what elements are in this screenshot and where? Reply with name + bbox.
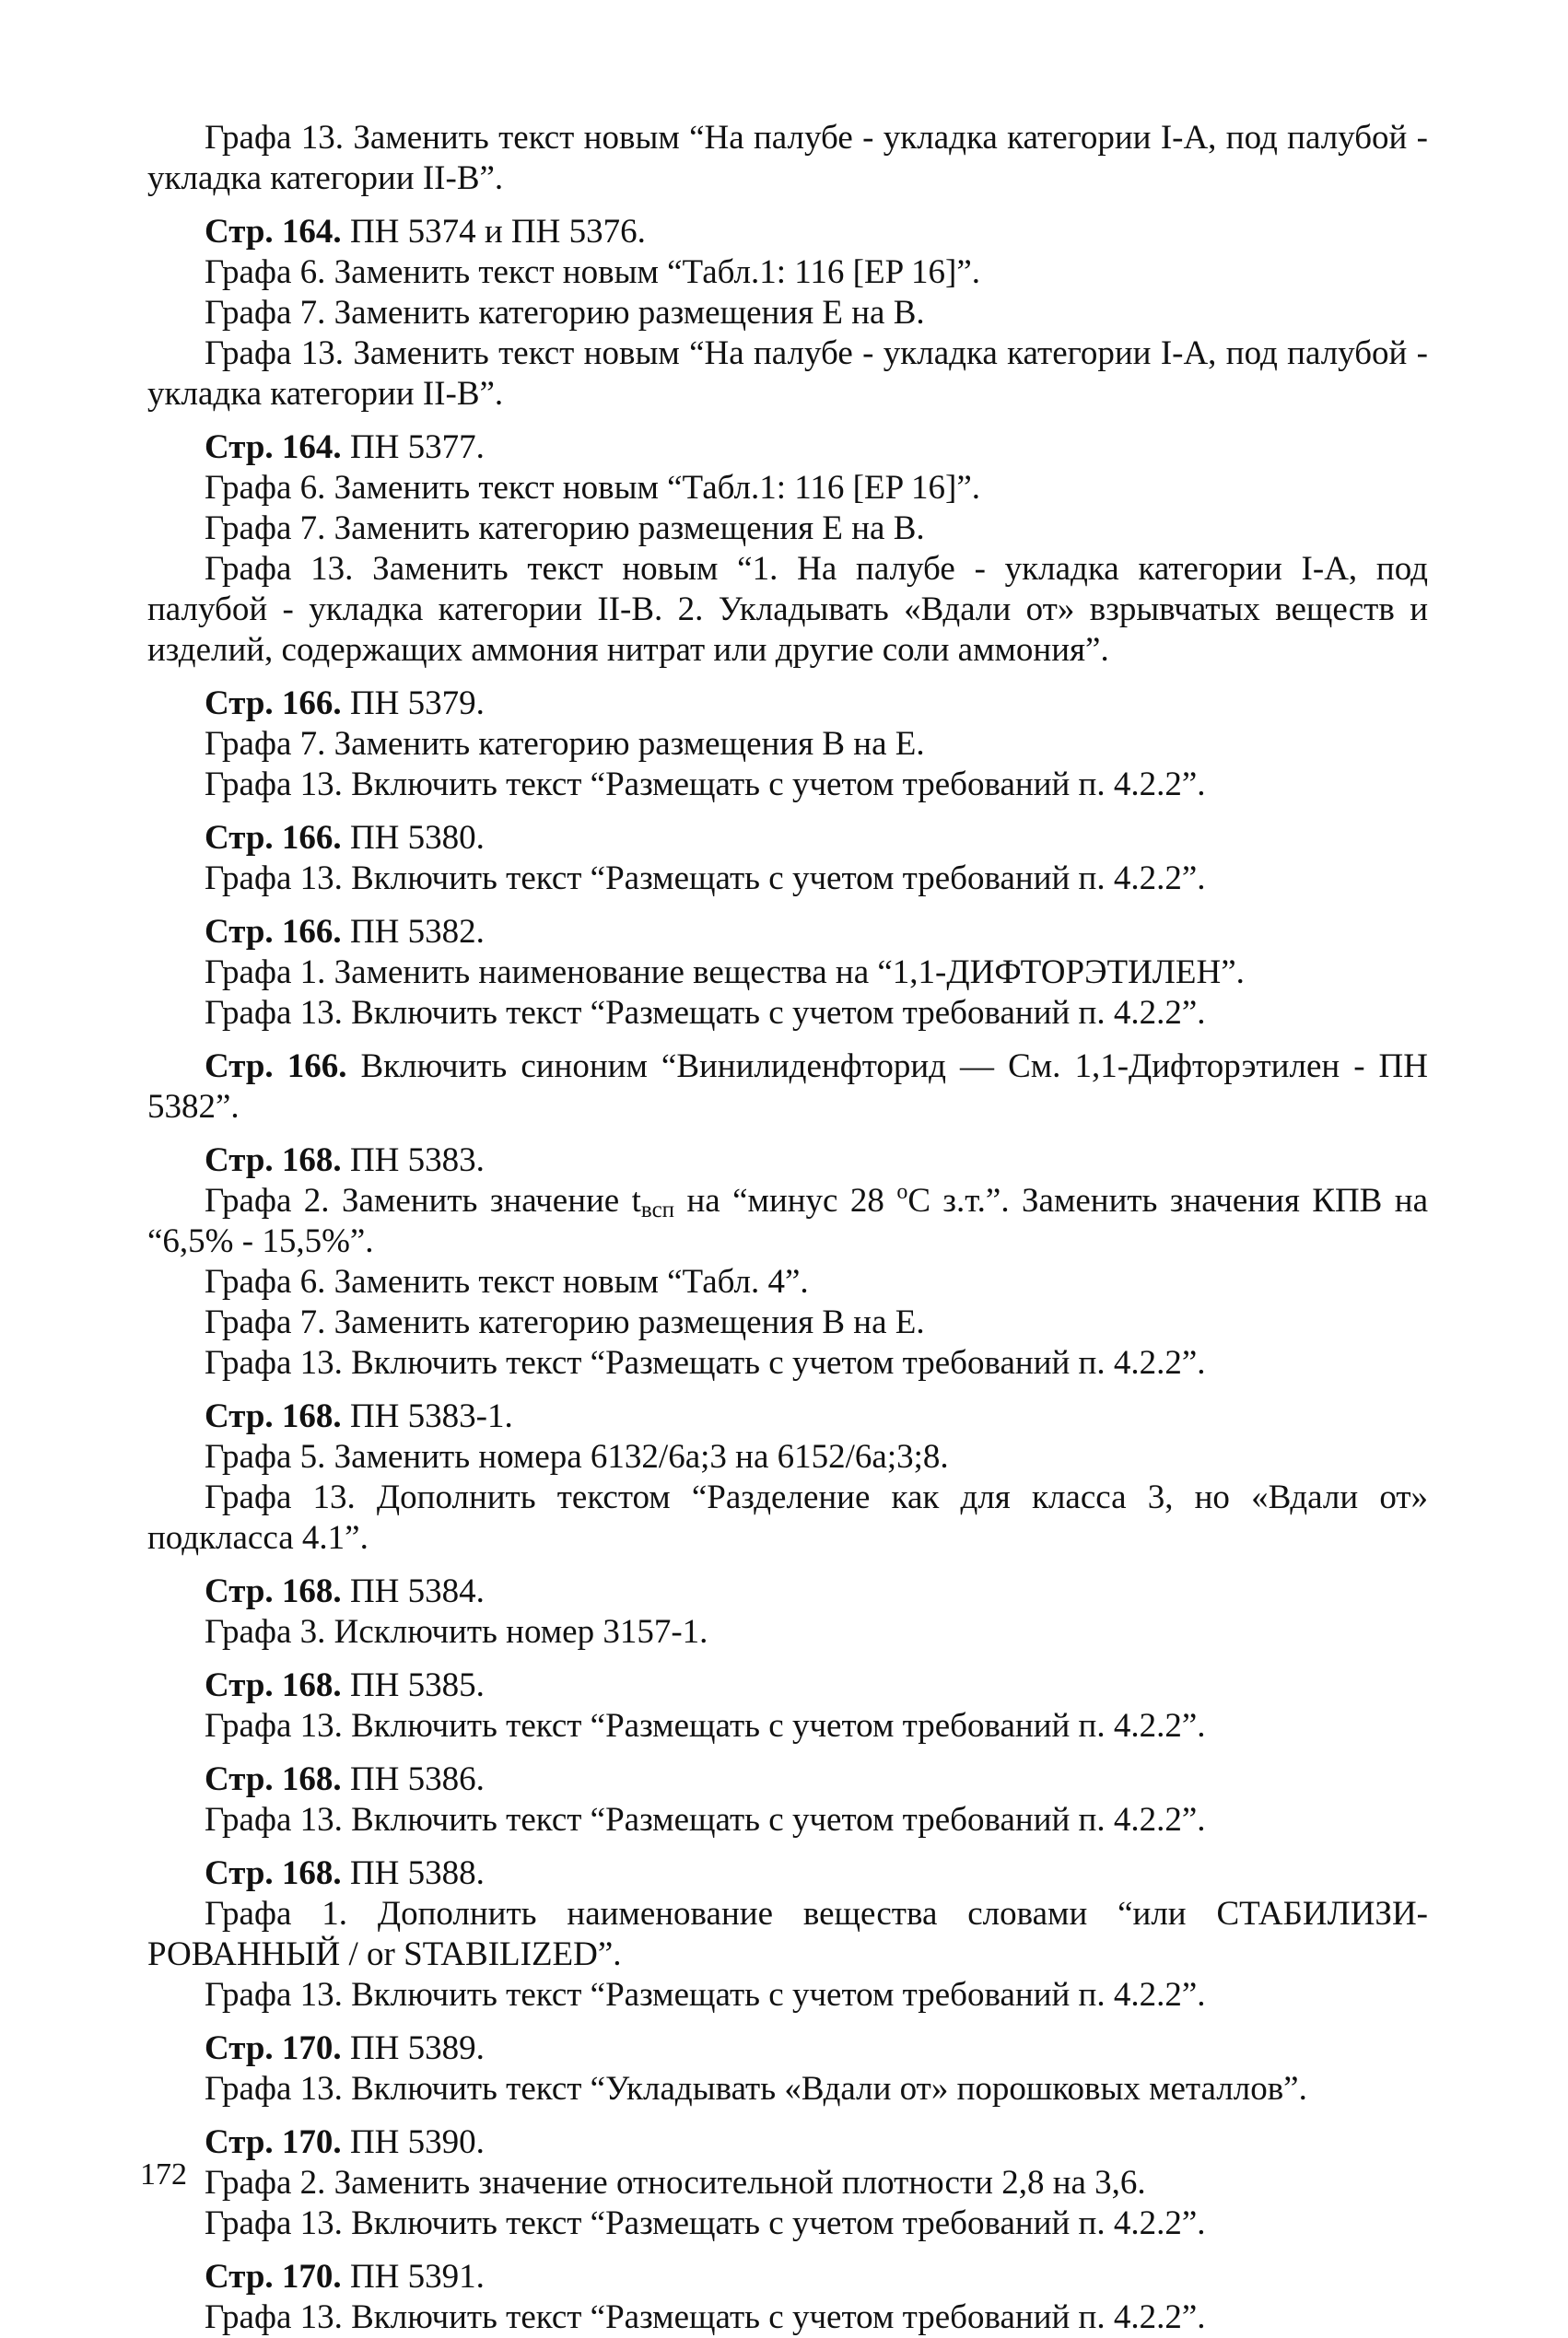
page-reference: Стр. 168. bbox=[205, 1141, 342, 1179]
heading-text: ПН 5391. bbox=[341, 2258, 485, 2296]
heading-text: ПН 5374 и ПН 5376. bbox=[341, 213, 646, 251]
heading-text: ПН 5385. bbox=[341, 1666, 485, 1704]
instruction-line: Графа 7. Заменить категорию размещения В на Е. bbox=[205, 1303, 925, 1341]
section-heading bbox=[147, 1046, 1428, 1128]
page-reference: Стр. 168. bbox=[205, 1666, 342, 1704]
text-segment: Графа 2. Заменить значение t bbox=[205, 1182, 641, 1220]
superscript: o bbox=[896, 1180, 908, 1204]
section-heading bbox=[147, 1140, 1428, 1181]
section-heading bbox=[147, 212, 1428, 252]
page-reference: Стр. 166. bbox=[205, 684, 342, 722]
instruction-line: Графа 6. Заменить текст новым “Табл.1: 116 [EP 16]”. bbox=[205, 469, 981, 507]
section-heading bbox=[147, 2257, 1428, 2297]
instruction-line: Графа 13. Включить текст “Размещать с учетом требований п. 4.2.2”. bbox=[205, 766, 1206, 803]
page-reference: Стр. 170. bbox=[205, 2123, 342, 2161]
instruction-line: Графа 13. Включить текст “Размещать с учетом требований п. 4.2.2”. bbox=[205, 859, 1206, 897]
section-heading bbox=[147, 427, 1428, 468]
heading-text: Включить синоним “Винилиденфторид — См. 1,1-Дифторэтилен - ПН 5382”. bbox=[147, 1047, 1428, 1126]
instruction-line: Графа 13. Включить текст “Укладывать «Вдали от» порошковых металлов”. bbox=[205, 2070, 1307, 2108]
section-heading bbox=[147, 1853, 1428, 1894]
section-heading bbox=[147, 2028, 1428, 2069]
heading-text: ПН 5382. bbox=[341, 913, 485, 951]
heading-text: ПН 5386. bbox=[341, 1760, 485, 1798]
page-reference: Стр. 170. bbox=[205, 2258, 342, 2296]
heading-text: ПН 5383-1. bbox=[341, 1397, 513, 1435]
instruction-line: Графа 7. Заменить категорию размещения Е на В. bbox=[205, 509, 925, 547]
instruction-line: Графа 13. Дополнить текстом “Разделение как для класса 3, но «Вдали от» подкласса 4.1”. bbox=[147, 1479, 1428, 1557]
instruction-line: Графа 13. Включить текст “Размещать с учетом требований п. 4.2.2”. bbox=[205, 1801, 1206, 1839]
heading-text: ПН 5380. bbox=[341, 819, 485, 857]
page-reference: Стр. 166. bbox=[205, 819, 342, 857]
instruction-line: Графа 13. Включить текст “Размещать с учетом требований п. 4.2.2”. bbox=[205, 1344, 1206, 1382]
instruction-line: Графа 2. Заменить значение относительной плотности 2,8 на 3,6. bbox=[205, 2164, 1146, 2202]
section-heading bbox=[147, 1666, 1428, 1706]
page-number: 172 bbox=[140, 2157, 187, 2192]
section-heading bbox=[147, 1572, 1428, 1612]
instruction-line: Графа 6. Заменить текст новым “Табл.1: 116 [EP 16]”. bbox=[205, 253, 981, 291]
instruction-line: Графа 1. Дополнить наименование вещества словами “или СТАБИЛИЗИ-РОВАННЫЙ / or STABILIZED”. bbox=[147, 1895, 1428, 1973]
section-heading bbox=[147, 818, 1428, 859]
page-reference: Стр. 168. bbox=[205, 1854, 342, 1892]
text-segment: на “минус 28 bbox=[674, 1182, 897, 1220]
instruction-line: Графа 13. Включить текст “Размещать с учетом требований п. 4.2.2”. bbox=[205, 1707, 1206, 1745]
heading-text: ПН 5383. bbox=[341, 1141, 485, 1179]
text-segment: C з.т.”. Заменить значения КПВ на “6,5% - 15,5%”. bbox=[147, 1182, 1428, 1260]
instruction-line: Графа 13. Заменить текст новым “На палубе - укладка категории I-A, под палубой - укладка категории II-B”. bbox=[147, 334, 1428, 413]
section-heading bbox=[147, 684, 1428, 724]
page-reference: Стр. 164. bbox=[205, 428, 342, 466]
heading-text: ПН 5384. bbox=[341, 1572, 485, 1610]
page-reference: Стр. 164. bbox=[205, 213, 342, 251]
instruction-line: Графа 3. Исключить номер 3157-1. bbox=[205, 1613, 708, 1651]
section-heading bbox=[147, 2122, 1428, 2163]
instruction-line: Графа 13. Включить текст “Размещать с учетом требований п. 4.2.2”. bbox=[205, 2204, 1206, 2242]
page-reference: Стр. 166. bbox=[205, 913, 342, 951]
instruction-line: Графа 13. Включить текст “Размещать с учетом требований п. 4.2.2”. bbox=[205, 994, 1206, 1032]
instruction-line: Графа 13. Заменить текст новым “1. На палубе - укладка категории I-A, под палубой - укладка категории II-B. 2. Укладывать «Вдали от» взрывчатых веществ и изделий, содержащих аммония нитрат или другие соли аммония”. bbox=[147, 550, 1428, 669]
heading-text: ПН 5377. bbox=[341, 428, 485, 466]
instruction-line: Графа 13. Включить текст “Размещать с учетом требований п. 4.2.2”. bbox=[205, 1976, 1206, 2014]
instruction-line: Графа 1. Заменить наименование вещества на “1,1-ДИФТОРЭТИЛЕН”. bbox=[205, 953, 1245, 991]
page-reference: Стр. 166. bbox=[205, 1047, 347, 1085]
page-reference: Стр. 168. bbox=[205, 1572, 342, 1610]
instruction-line: Графа 13. Включить текст “Размещать с учетом требований п. 4.2.2”. bbox=[205, 2298, 1206, 2336]
section-heading bbox=[147, 1759, 1428, 1800]
instruction-line bbox=[147, 1181, 1428, 1262]
heading-text: ПН 5379. bbox=[341, 684, 485, 722]
heading-text: ПН 5389. bbox=[341, 2029, 485, 2067]
page-reference: Стр. 170. bbox=[205, 2029, 342, 2067]
page-reference: Стр. 168. bbox=[205, 1760, 342, 1798]
section-heading bbox=[147, 912, 1428, 953]
instruction-line: Графа 7. Заменить категорию размещения Е на В. bbox=[205, 294, 925, 332]
page-reference: Стр. 168. bbox=[205, 1397, 342, 1435]
heading-text: ПН 5390. bbox=[341, 2123, 485, 2161]
instruction-line: Графа 7. Заменить категорию размещения В на Е. bbox=[205, 725, 925, 763]
section-heading bbox=[147, 1397, 1428, 1437]
instruction-line: Графа 13. Заменить текст новым “На палубе - укладка категории I-A, под палубой - укладка категории II-B”. bbox=[147, 119, 1428, 197]
document-body bbox=[147, 118, 1428, 2338]
instruction-line: Графа 5. Заменить номера 6132/6а;3 на 6152/6а;3;8. bbox=[205, 1438, 949, 1476]
subscript: всп bbox=[640, 1198, 675, 1222]
instruction-line: Графа 6. Заменить текст новым “Табл. 4”. bbox=[205, 1263, 809, 1301]
heading-text: ПН 5388. bbox=[341, 1854, 485, 1892]
